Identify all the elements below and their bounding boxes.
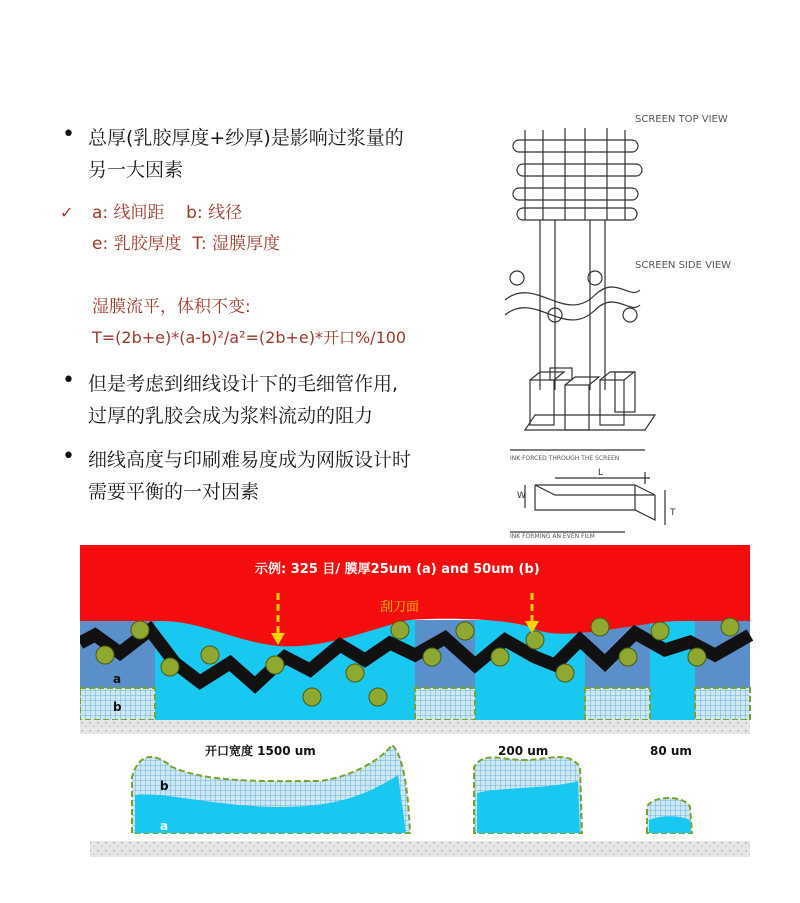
formula-title: 湿膜流平，体积不变: [92, 297, 251, 317]
screen-sketch [495, 100, 770, 540]
bullet-dot: • [62, 368, 75, 393]
dim-T-label: T [670, 508, 676, 518]
bullet-dot: • [62, 122, 75, 147]
dim-W-label: W [517, 491, 526, 501]
caption-ink-forced: INK FORCED THROUGH THE SCREEN [510, 455, 620, 462]
layer-b-label: b [113, 700, 122, 714]
diagram-title: 示例: 325 目/ 膜厚25um (a) and 50um (b) [255, 562, 540, 577]
result-a-label: a [160, 819, 169, 833]
bullet1-line2: 另一大因素 [88, 159, 184, 181]
bullet-dot: • [62, 444, 75, 469]
check-icon: ✓ [60, 203, 74, 222]
ink-film [510, 450, 665, 532]
formula: T=(2b+e)*(a-b)²/a²=(2b+e)*开口%/100 [92, 328, 407, 347]
result-b-label: b [160, 779, 169, 793]
printing-diagram [80, 545, 760, 865]
print-result-80-fill [649, 816, 691, 833]
sub1-line1: a: 线间距 b: 线径 [92, 203, 243, 223]
mesh-top-view [513, 128, 642, 220]
bullet2-line2: 过厚的乳胶会成为浆料流动的阻力 [88, 405, 374, 427]
caption-ink-film: INK FORMING AN EVEN FILM [510, 533, 595, 540]
top-view-label: SCREEN TOP VIEW [635, 114, 728, 125]
side-view-label: SCREEN SIDE VIEW [635, 260, 732, 271]
sub1-line2: e: 乳胶厚度 T: 湿膜厚度 [92, 234, 281, 254]
squeegee-label: 刮刀面 [380, 600, 420, 615]
bullet2-line1: 但是考虑到细线设计下的毛细管作用, [88, 373, 399, 395]
bullet3-line1: 细线高度与印刷难易度成为网版设计时 [88, 449, 412, 471]
substrate-top [80, 720, 750, 734]
opening-80-label: 80 um [650, 744, 692, 758]
layer-a-label: a [113, 672, 122, 686]
bullet1-line1: 总厚(乳胶厚度+纱厚)是影响过浆量的 [88, 127, 404, 149]
substrate-bottom [90, 841, 750, 857]
mesh-side-view [505, 271, 640, 322]
bullet3-line2: 需要平衡的一对因素 [88, 481, 260, 503]
dim-L-label: L [598, 468, 604, 478]
opening-1500-label: 开口宽度 1500 um [205, 744, 316, 758]
ink-blocks [525, 368, 655, 430]
opening-200-label: 200 um [498, 744, 549, 758]
